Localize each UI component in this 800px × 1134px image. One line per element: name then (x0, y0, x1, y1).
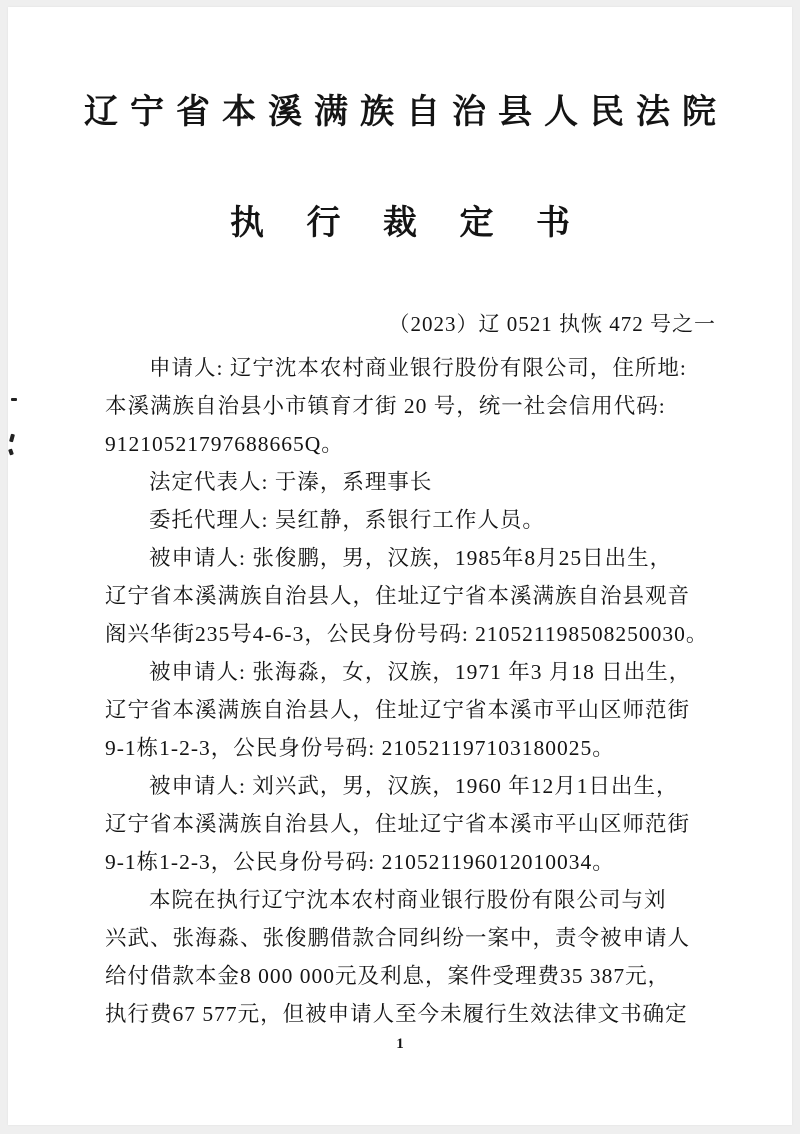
body-text-line: 执行费67 577元，但被申请人至今未履行生效法律文书确定 (105, 1001, 688, 1026)
document-title: 执 行 裁 定 书 (230, 204, 587, 242)
body-text-line: 被申请人: 张俊鹏，男，汉族，1985年8月25日出生， (149, 545, 673, 570)
body-text-line: 本溪满族自治县小市镇育才街 20 号，统一社会信用代码: (105, 393, 666, 418)
body-text-line: 本院在执行辽宁沈本农村商业银行股份有限公司与刘 (149, 887, 667, 912)
body-text-line: 给付借款本金8 000 000元及利息，案件受理费35 387元， (105, 963, 671, 988)
body-text-line: 91210521797688665Q。 (105, 431, 344, 456)
scan-artifact-dash (11, 398, 17, 401)
paper-sheet (8, 7, 792, 1125)
document-body (8, 349, 792, 1033)
body-text-line: 辽宁省本溪满族自治县人，住址辽宁省本溪满族自治县观音 (105, 583, 691, 608)
page-number: 1 (396, 1035, 404, 1052)
body-text-line: 9-1栋1-2-3，公民身份号码: 210521196012010034。 (105, 849, 615, 874)
body-text-line: 辽宁省本溪满族自治县人，住址辽宁省本溪市平山区师范街 (105, 811, 691, 836)
body-text-line: 委托代理人: 吴红静，系银行工作人员。 (149, 507, 545, 532)
body-text-line: 法定代表人: 于溱，系理事长 (149, 469, 433, 494)
body-text-line: 9-1栋1-2-3，公民身份号码: 210521197103180025。 (105, 735, 615, 760)
body-text-line: 辽宁省本溪满族自治县人，住址辽宁省本溪市平山区师范街 (105, 697, 691, 722)
case-number: （2023）辽 0521 执恢 472 号之一 (388, 311, 716, 336)
body-text-line: 被申请人: 张海淼，女，汉族，1971 年3 月18 日出生， (149, 659, 692, 684)
body-text-line: 被申请人: 刘兴武，男，汉族，1960 年12月1日出生， (149, 773, 679, 798)
body-text-line: 申请人: 辽宁沈本农村商业银行股份有限公司，住所地: (149, 355, 687, 380)
body-text-line: 兴武、张海淼、张俊鹏借款合同纠纷一案中，责令被申请人 (105, 925, 691, 950)
body-text-line: 阁兴华街235号4-6-3，公民身份号码: 210521198508250030。 (105, 621, 709, 646)
court-name-heading: 辽宁省本溪满族自治县人民法院 (84, 94, 728, 131)
